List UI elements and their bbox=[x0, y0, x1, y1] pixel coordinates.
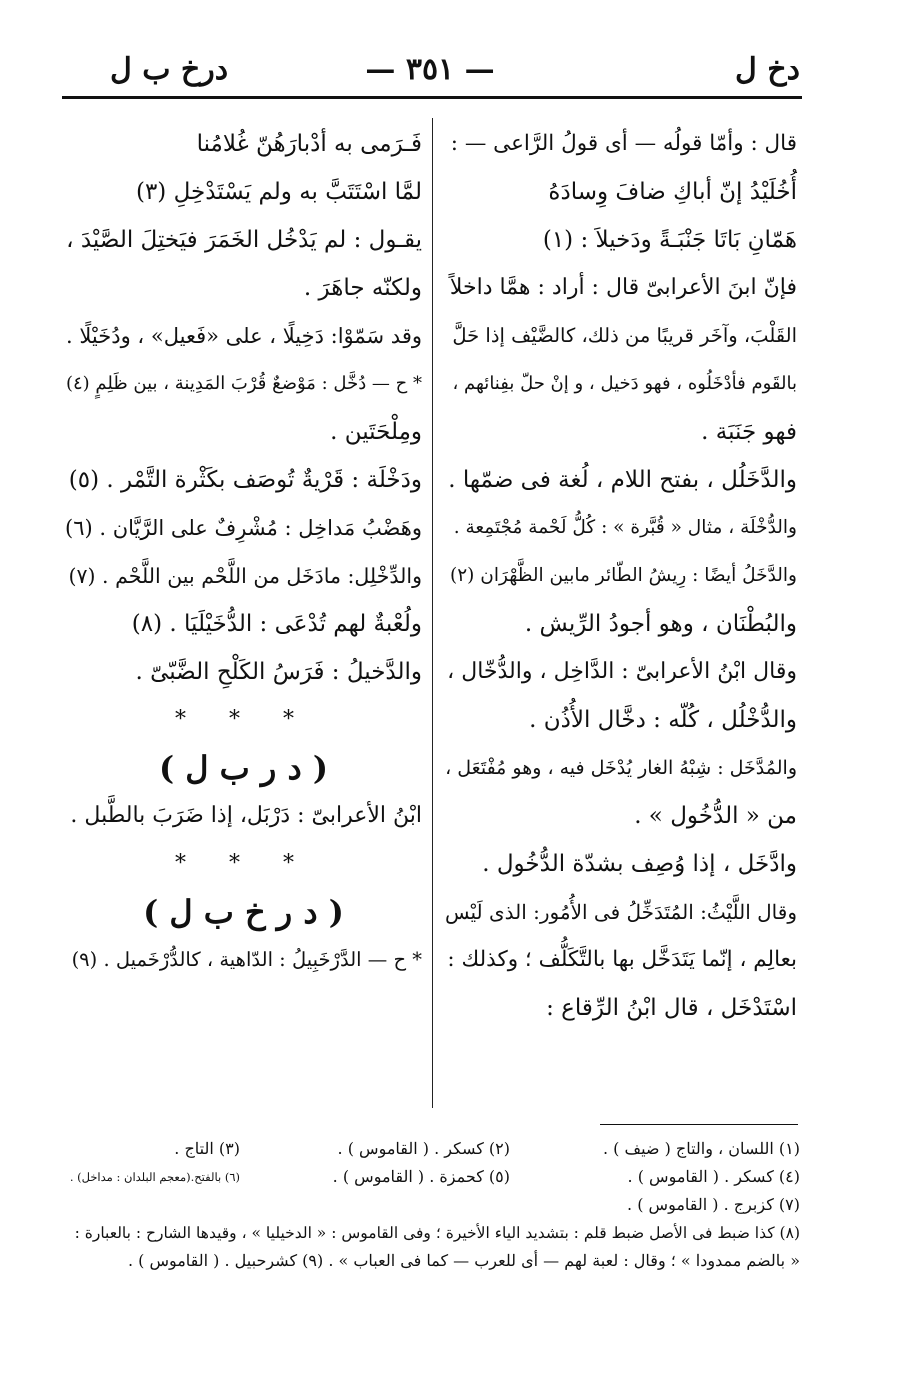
text-line: وقال اللَّيْثُ: المُتَدَخِّلُ فى الأُمُور: الذى لَيْس bbox=[445, 900, 797, 924]
text-line: فإنّ ابنَ الأعرابىّ قال : أراد : همَّا داخلاً bbox=[449, 275, 797, 300]
right-column bbox=[445, 120, 797, 1032]
text-line: وقد سَمّوْا: دَخِيلًا ، على «فَعيل» ، ودُخَيْلًا . bbox=[66, 324, 422, 348]
text-line: وادَّخَل ، إذا وُصِف بشدّة الدُّخُول . bbox=[482, 851, 797, 877]
text-line: قال : وأمّا قولُه — أى قولُ الرَّاعى — : bbox=[450, 131, 797, 156]
text-line: القَلْبَ، وآخَر قريبًا من ذلك، كالضَّيْف إذا حَلَّ bbox=[452, 324, 797, 347]
page-number: — ٣٥١ — bbox=[365, 52, 495, 87]
footnote-long bbox=[65, 1219, 800, 1247]
text-line: من « الدُّخُول » . bbox=[634, 803, 797, 829]
text-line: ودَخْلَة : قَرْيةٌ تُوصَف بكَثْرة التَّمْر . (٥) bbox=[68, 467, 422, 493]
header-rule bbox=[62, 96, 802, 99]
footnote: (٧) كزبرج . ( القاموس ) . bbox=[627, 1195, 800, 1214]
footnote-row bbox=[65, 1163, 800, 1191]
verse-line: أُخُلَيْدُ إنّ أباكِ ضافَ وِسادَهُ bbox=[548, 179, 797, 205]
section-separator: * * * bbox=[175, 851, 312, 876]
text-line: ومِلْحَتَين . bbox=[330, 419, 422, 445]
text-line: والدِّخْلِل: مادَخَل من اللَّحْم بين اللَّحْم . (٧) bbox=[68, 564, 422, 588]
text-line: * ح — الدَّرْخَبِيلُ : الدّاهية ، كالدُّرْخَميل . (٩) bbox=[71, 948, 422, 971]
text-line: فهو جَنَبَة . bbox=[701, 419, 797, 445]
text-line: والدُّخْلُل ، كُلّه : دخَّال الأُذُن . bbox=[529, 707, 797, 733]
footnote: (١) اللسان ، والتاج ( ضيف ) . bbox=[603, 1139, 800, 1158]
footnote-long bbox=[65, 1247, 800, 1275]
text-line: ولكنّه جاهَرَ . bbox=[303, 275, 422, 301]
text-line: اسْتَدْخَل ، قال ابْنُ الرِّقاع : bbox=[546, 995, 797, 1021]
verse-line: هَمّانِ بَاتَا جَنْبَـةً ودَخيلاَ : (١) bbox=[542, 227, 797, 253]
section-title-drkhbl: ( د ر خ ب ل ) bbox=[143, 893, 344, 931]
text-line: والدَّخيلُ : فَرَسُ الكَلْحِ الضَّبّىّ . bbox=[135, 659, 422, 685]
footnote: « بالضم ممدودا » ؛ وقال : لعبة لهم — أى للعرب — كما فى العباب » . (٩) كشرحبيل . ( القاموس ) . bbox=[127, 1251, 800, 1270]
text-line: والدَّخَلُل ، بفتح اللام ، لُغة فى ضمّها . bbox=[448, 467, 797, 493]
footnote-row bbox=[65, 1191, 800, 1219]
verse-line: فَـرَمى به أدْبارَهُنّ غُلامُنا bbox=[196, 131, 422, 157]
column-divider bbox=[432, 118, 433, 1108]
text-line: * ح — دُخَّل : مَوْضعٌ قُرْبَ المَدِينة ، بين ظَلِمٍ (٤) bbox=[65, 373, 422, 394]
header-root-left: درخ ب ل bbox=[110, 52, 229, 87]
footnote: (٦) بالفتح.(معجم البلدان : مداخل) . bbox=[69, 1170, 240, 1184]
text-line: والبُطْنَان ، وهو أجودُ الرِّيش . bbox=[524, 611, 797, 637]
text-line: ابْنُ الأعرابىّ : دَرْبَل، إذا ضَرَبَ بالطَّبل . bbox=[70, 803, 422, 828]
text-line: ولُعْبةٌ لهم تُدْعَى : الدُّخَيْلَيَا . (٨) bbox=[131, 611, 422, 637]
section-title-drbl: ( د ر ب ل ) bbox=[158, 749, 329, 787]
left-column bbox=[65, 120, 422, 984]
text-line: وهَضْبُ مَداخِل : مُشْرِفٌ على الرَّيَّان . (٦) bbox=[64, 516, 422, 540]
footnote: (٥) كحمزة . ( القاموس ) . bbox=[332, 1167, 510, 1186]
footnote: (٤) كسكر . ( القاموس ) . bbox=[627, 1167, 800, 1186]
footnote: (٢) كسكر . ( القاموس ) . bbox=[337, 1139, 510, 1158]
text-line: والدُّخْلَة ، مثال « قُبَّرة » : كُلُّ لَحْمة مُجْتَمِعة . bbox=[453, 517, 797, 538]
page-header bbox=[60, 52, 800, 92]
footnote-rule bbox=[600, 1124, 798, 1125]
footnote: (٣) التاج . bbox=[174, 1139, 240, 1158]
text-line: وقال ابْنُ الأعرابىّ : الدَّاخِل ، والدُّخّال ، bbox=[447, 659, 797, 684]
section-separator: * * * bbox=[175, 707, 312, 732]
text-line: بعالِم ، إنّما يَتَدَخَّل بها بالتَّكَلُّف ؛ وكذلك : bbox=[447, 947, 797, 972]
footnotes bbox=[65, 1135, 800, 1275]
text-line: والمُدَّخَل : شِبْهُ الغار يُدْخَل فيه ، وهو مُفْتَعَل ، bbox=[445, 757, 797, 779]
text-line: يقـول : لم يَدْخُل الخَمَرَ فيَختِلَ الصَّيْدَ ، bbox=[66, 227, 422, 253]
footnote-row bbox=[65, 1135, 800, 1163]
text-line: والدَّخَلُ أيضًا : رِيشُ الطّائر مابين الظَّهْرَان (٢) bbox=[450, 565, 797, 586]
header-root-right: دخ ل bbox=[735, 52, 800, 87]
footnote: (٨) كذا ضبط فى الأصل ضبط قلم : بتشديد الياء الأخيرة ؛ وفى القاموس : « الدخيليا » ، وقيدها الشارح : بالعبارة : bbox=[74, 1224, 800, 1242]
verse-line: لمَّا اسْتَتَبَّ به ولم يَسْتَدْخِلِ (٣) bbox=[135, 179, 422, 205]
text-line: بالقَوم فأدْخَلُوه ، فهو دَخيل ، و إنْ حلّ بفِنائهم ، bbox=[452, 373, 797, 394]
